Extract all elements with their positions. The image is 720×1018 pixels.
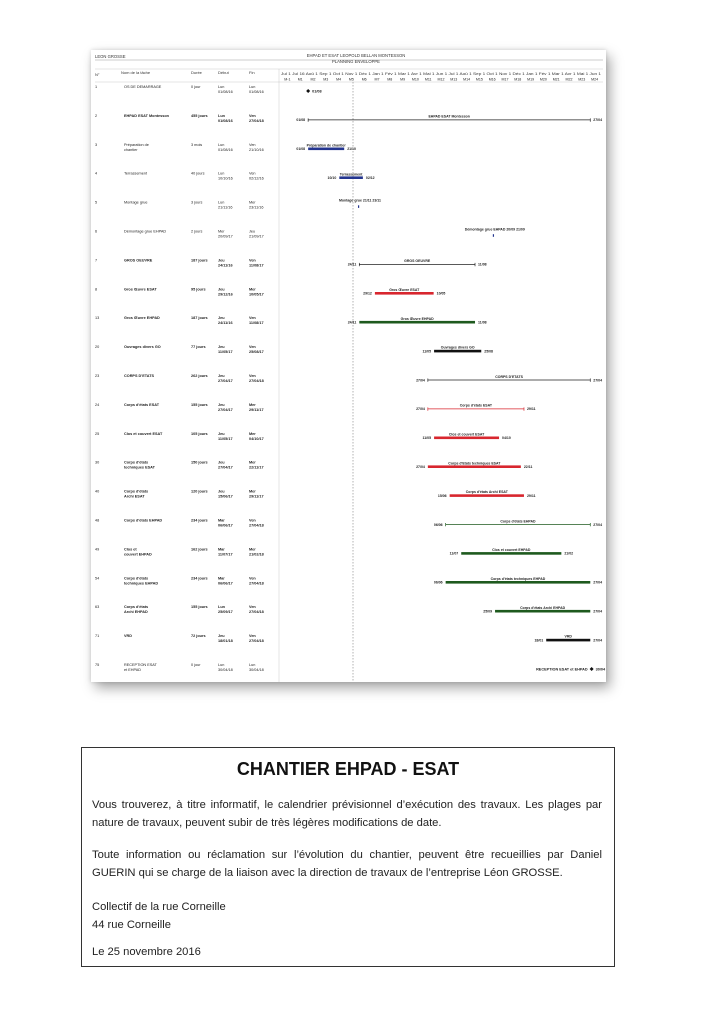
task-duration: 262 jours [191,374,208,378]
task-bar [428,465,521,468]
task-end-day: Mer [249,431,256,436]
task-start-day: Jeu [218,402,225,407]
month-label: M22 [565,77,573,82]
task-start-day: Lun [218,113,225,118]
bar-label: Gros Œuvre EHPAD [400,316,434,321]
task-start-day: Mar [218,518,225,523]
task-start-date: 10/10/16 [218,176,233,181]
task-id: 20 [95,345,100,350]
bar-end-label: 27/04 [593,522,603,527]
task-bar [358,205,359,208]
task-duration: 72 jours [191,634,206,639]
task-name: Corps d'états EHPAD [124,518,163,523]
bar-end-label: 21/02 [564,551,574,556]
task-start-day: Jeu [218,345,225,350]
month-axis [284,78,598,82]
bar-start-label: 27/04 [416,378,425,383]
task-row [95,547,573,556]
task-duration: 3 mois [191,142,203,147]
bar-label: Préparation de chantier [306,143,346,148]
milestone-date-label: 01/08 [312,89,322,94]
task-start-date: 06/06/17 [218,581,233,586]
task-row [95,461,532,470]
task-name: chantier [124,147,138,152]
notice-date: Le 25 novembre 2016 [92,946,201,958]
month-label: M7 [374,77,380,82]
task-row [95,143,356,152]
task-id: 8 [95,287,98,292]
task-start-date: 01/08/16 [218,90,233,94]
month-label: M24 [591,77,599,82]
bar-end-label: 22/11 [523,465,533,469]
notice-title: CHANTIER EHPAD - ESAT [236,759,460,779]
task-name: GROS OEUVRE [124,258,153,263]
bar-label: Corps d'états ESAT [459,403,493,408]
task-end-day: Lun [249,663,256,667]
task-row [95,403,536,412]
bar-end-label: 27/04 [593,378,603,383]
task-start-day: Lun [218,85,225,89]
task-bar [450,494,524,497]
task-end-date: 27/04/18 [249,639,264,644]
task-end-date: 27/04/18 [249,610,264,615]
bar-end-label: 27/04 [593,118,603,123]
address-line-1: Collectif de la rue Corneille [92,901,226,913]
company-name: LEON GROSSE [95,54,126,59]
task-start-date: 27/04/17 [218,407,233,412]
bar-label: Corps d'états techniques EHPAD [490,576,546,581]
task-duration: 187 jours [191,258,208,263]
task-start-date: 11/05/17 [218,350,233,355]
task-name: techniques EHPAD [124,581,159,586]
month-label: M15 [475,77,483,82]
task-start-day: Jeu [218,634,225,639]
task-row [95,663,606,672]
task-end-date: 29/11/17 [249,494,264,499]
task-end-day: Mer [249,547,256,552]
task-name: Archi EHPAD [124,610,148,615]
task-id: 7 [95,258,98,263]
task-row [95,287,445,296]
bar-end-label: 27/04 [593,580,603,585]
bar-label: Corps d'états Archi EHPAD [520,605,566,610]
col-name-header: Nom de la tâche [121,70,151,75]
task-bar [359,321,475,324]
task-row [95,114,602,123]
task-end-date: 01/08/16 [249,90,264,94]
bar-end-label: 21/10 [347,147,356,152]
task-duration: 162 jours [191,547,208,552]
bar-label: Clos et couvert EHPAD [492,548,531,552]
task-row [95,345,493,354]
month-label: M5 [348,77,354,82]
task-end-date: 27/04/18 [249,379,264,383]
bar-label: CORPS D'ETATS [495,374,523,379]
task-end-date: 11/08/17 [249,263,264,268]
month-label: M10 [411,77,419,82]
task-duration: 150 jours [191,460,208,465]
task-id: 25 [95,431,100,436]
bar-label: Corps d'états Archi ESAT [465,490,508,495]
task-name: couvert EHPAD [124,552,152,557]
task-row [95,228,525,239]
notice-paragraph-contact: Toute information ou réclamation sur l’évolution du chantier, peuvent être recueillies par Daniel GUERIN qui se charge de la liaison avec la direction de travaux de l’entreprise Léon GROSSE. [92,849,602,879]
task-start-date: 20/09/17 [218,234,233,239]
bar-label: VRD [564,634,572,639]
bar-label: Démontage grue EHPAD 20/09 21/09 [464,227,525,232]
task-start-date: 25/09/17 [218,610,233,615]
month-label: M8 [387,77,393,82]
task-start-date: 29/12/16 [218,292,233,297]
task-end-date: 22/11/17 [249,465,264,470]
bar-start-label: 29/12 [363,291,372,296]
task-bar [339,176,363,179]
bar-end-label: 27/04 [593,609,603,614]
col-start-header: Début [218,70,229,75]
bar-start-label: 15/06 [437,493,447,498]
task-end-date: 10/05/17 [249,292,264,297]
task-duration: 155 jours [191,605,208,610]
milestone-label: RECEPTION ESAT et EHPAD [536,667,588,672]
month-label: M23 [578,77,586,82]
month-label: M20 [539,77,547,82]
task-name: techniques ESAT [124,465,155,470]
task-id: 1 [95,85,98,89]
task-duration: 105 jours [191,431,208,436]
task-end-day: Ven [249,576,256,581]
task-name: Corps d'états ESAT [124,402,160,407]
month-label: M21 [552,77,560,82]
task-name: Montage grue [124,200,148,205]
task-row [95,199,381,210]
task-duration: 187 jours [191,316,208,321]
task-end-day: Ven [249,605,256,610]
task-bar [446,581,591,584]
task-duration: 455 jours [191,113,208,118]
task-start-day: Jeu [218,431,225,436]
task-id: 48 [95,518,100,523]
task-start-day: Jeu [218,258,225,263]
task-duration: 155 jours [191,402,208,407]
bar-label: GROS OEUVRE [404,259,431,264]
task-duration: 0 jour [191,663,201,667]
task-end-day: Ven [249,171,256,176]
bar-start-label: 06/06 [433,580,443,585]
task-start-date: 27/04/17 [218,465,233,470]
bar-label: Corps d'Etats techniques ESAT [448,461,501,466]
task-end-date: 21/09/17 [249,234,264,239]
task-end-day: Mer [249,489,256,494]
task-bar [434,350,481,353]
bar-end-label: 04/10 [502,436,511,441]
task-end-day: Mer [249,200,256,205]
address-line-2: 44 rue Corneille [92,919,171,931]
col-duration-header: Durée [191,70,202,75]
task-id: 49 [95,547,100,552]
task-start-date: 27/04/17 [218,379,233,383]
task-bar [434,437,499,440]
task-id: 6 [95,229,98,234]
month-label: M3 [323,77,329,82]
bar-label: EHPAD ESAT Montesson [428,114,470,119]
task-name: Préparation de [124,142,149,147]
task-end-date: 27/04/18 [249,118,264,123]
task-end-date: 30/04/18 [249,668,264,672]
task-end-date: 23/11/16 [249,205,264,210]
bar-label: Montage grue 21/11 23/11 [338,198,382,203]
bar-label: Terrassement [339,172,363,177]
task-name: Gros Œuvre EHPAD [124,316,160,321]
task-end-date: 04/10/17 [249,436,264,441]
task-name: Gros Œuvre ESAT [124,287,157,292]
bar-end-label: 10/05 [436,291,446,296]
bar-end-label: 11/08 [478,262,487,267]
month-label: M6 [361,77,367,82]
task-end-day: Ven [249,316,256,321]
task-start-day: Lun [218,142,225,147]
task-id: 23 [95,374,100,378]
bar-end-label: 29/11 [526,493,536,498]
task-start-date: 24/11/16 [218,321,233,326]
task-rows [95,85,606,672]
task-start-date: 11/07/17 [218,552,233,557]
task-name: Corps d'états [124,489,149,494]
timeline-dates: Jul 1 Jul 16 Aoû 1 Sep 1 Oct 1 Nov 1 Déc 1 Jan 1 Fév 1 Mar 1 Avr 1 Mai 1 Jun 1 Jul 1 Aoû 1 Sep 1 Oct 1 Nov 1 Déc 1 Jan 1 Fév 1 Mar 1 Avr 1 Mai 1 Jun 1 [281,72,602,76]
task-start-date: 15/06/17 [218,494,233,499]
task-end-date: 27/04/18 [249,581,264,586]
task-start-day: Jeu [218,287,225,292]
task-start-day: Mar [218,576,225,581]
bar-start-label: 11/05 [422,436,432,441]
task-row [95,172,375,181]
task-start-day: Jeu [218,489,225,494]
task-end-day: Jeu [249,229,256,234]
task-name: Corps d'états [124,576,149,581]
task-name: VRD [124,634,133,639]
task-duration: 120 jours [191,489,208,494]
task-end-date: 29/11/17 [249,407,264,412]
bar-start-label: 24/11 [347,320,357,325]
task-name: RECEPTION ESAT [124,663,157,667]
month-label: M9 [400,77,406,82]
task-start-date: 21/11/16 [218,205,233,210]
task-row [95,316,487,325]
month-label: M18 [514,77,522,82]
task-id: 40 [95,489,100,494]
task-end-date: 21/10/16 [249,147,264,152]
task-row [95,576,602,585]
project-subtitle: PLANNING ENVELOPPE [332,59,380,64]
bar-end-label: 27/04 [593,638,603,643]
task-name: Clos et [124,547,137,552]
task-name: OS DE DEMARRAGE [124,85,162,89]
task-start-day: Mar [218,547,225,552]
bar-label: Gros Œuvre ESAT [389,287,420,292]
task-bar [493,234,494,237]
task-id: 13 [95,316,100,321]
month-label: M12 [437,77,445,82]
bar-start-label: 06/06 [433,522,443,527]
task-name: Terrassement [124,171,147,176]
bar-end-label: 11/08 [478,320,487,325]
task-start-day: Jeu [218,316,225,321]
task-end-day: Ven [249,634,256,639]
task-row [95,519,602,528]
task-start-day: Jeu [218,374,225,378]
bar-start-label: 01/08 [296,118,306,123]
task-name: Archi ESAT [124,494,145,499]
col-id-header: N° [95,72,100,77]
task-start-date: 01/08/16 [218,147,233,152]
task-id: 63 [95,605,100,610]
bar-start-label: 10/10 [327,176,337,180]
task-id: 30 [95,460,100,465]
task-end-day: Mer [249,402,256,407]
task-start-date: 30/04/18 [218,668,233,672]
task-end-date: 27/04/18 [249,523,264,528]
bar-end-label: 02/12 [365,176,375,180]
bar-end-label: 29/11 [526,407,536,412]
task-start-day: Lun [218,605,225,610]
task-start-day: Lun [218,663,225,667]
task-row [95,258,487,267]
task-start-date: 24/11/16 [218,263,233,268]
task-start-date: 06/06/17 [218,523,233,528]
task-bar [308,148,344,151]
notice-box [81,747,615,967]
task-id: 3 [95,142,98,147]
task-name: CORPS D'ETATS [124,374,155,378]
task-row [95,85,322,94]
bar-start-label: 11/07 [449,551,459,556]
month-label: M13 [450,77,458,82]
bar-label: Clos et couvert ESAT [448,432,485,437]
task-duration: 40 jours [191,171,205,176]
task-end-date: 02/12/16 [249,176,264,181]
bar-start-label: 25/09 [483,609,493,614]
month-label: M16 [488,77,496,82]
task-row [95,432,511,441]
task-name: Ouvrages divers GO [124,345,161,350]
notice-paragraph-schedule: Vous trouverez, à titre informatif, le calendrier prévisionnel d’exécution des travaux. Les plages par nature de travaux, peuvent subir de très légères modifications de date. [92,799,602,829]
task-end-day: Ven [249,113,256,118]
month-label: M14 [463,77,471,82]
task-end-day: Ven [249,374,256,378]
task-end-date: 25/08/17 [249,350,264,355]
gantt-chart [91,50,606,682]
bar-start-label: 27/04 [416,465,425,469]
month-label: M1 [297,77,303,82]
task-duration: 77 jours [191,345,206,350]
bar-start-label: 18/01 [534,638,544,643]
task-end-day: Mer [249,460,256,465]
month-label: M-1 [284,77,291,82]
task-id: 71 [95,634,100,639]
task-row [95,490,536,499]
task-name: Corps d'états [124,605,149,610]
bar-start-label: 01/08 [296,147,306,152]
task-start-date: 11/05/17 [218,436,233,441]
task-duration: 95 jours [191,287,206,292]
task-start-day: Lun [218,200,225,205]
bar-label: Ouvrages divers GO [440,345,475,350]
milestone-marker [590,667,594,671]
task-id: 54 [95,576,100,581]
bar-label: Corps d'états EHPAD [500,519,536,524]
task-row [95,605,602,614]
project-title: EHPAD ET ESAT LEOPOLD BELLAN MONTESSON [306,53,406,58]
task-id: 5 [95,200,98,205]
month-label: M11 [424,77,432,82]
task-id: 75 [95,663,100,667]
task-start-day: Jeu [218,460,225,465]
task-duration: 234 jours [191,518,208,523]
month-label: M19 [527,77,535,82]
task-start-day: Lun [218,171,225,176]
task-name: et EHPAD [124,668,142,672]
task-start-date: 18/01/18 [218,639,233,644]
task-row [95,634,602,643]
gantt-chart-page [91,50,606,682]
milestone-date-label: 30/04 [595,667,606,672]
bar-start-label: 27/04 [416,407,425,412]
task-end-day: Ven [249,142,256,147]
month-label: M17 [501,77,509,82]
task-duration: 0 jour [191,85,201,89]
bar-start-label: 11/05 [422,349,432,354]
task-end-day: Ven [249,258,256,263]
task-end-date: 11/08/17 [249,321,264,326]
task-bar [546,639,590,642]
month-label: M2 [310,77,316,82]
notice-address [92,898,602,934]
bar-start-label: 24/11 [347,262,357,267]
task-end-day: Ven [249,345,256,350]
task-end-date: 21/02/18 [249,552,264,557]
task-end-day: Mer [249,287,256,292]
task-bar [375,292,434,295]
task-name: Démontage grue EHPAD [124,229,167,234]
task-end-day: Ven [249,518,256,523]
task-duration: 2 jours [191,229,203,234]
task-row [95,374,602,383]
task-duration: 234 jours [191,576,208,581]
bar-end-label: 25/08 [484,349,494,354]
task-duration: 3 jours [191,200,203,205]
task-end-day: Lun [249,85,256,89]
col-end-header: Fin [249,70,255,75]
task-bar [461,552,561,555]
task-name: Clos et couvert ESAT [124,431,163,436]
task-id: 2 [95,113,98,118]
task-id: 24 [95,402,100,407]
task-name: Corps d'états [124,460,149,465]
task-start-date: 01/08/16 [218,118,233,123]
task-name: EHPAD ESAT Montesson [124,113,170,118]
task-start-day: Mer [218,229,225,234]
task-bar [495,610,590,613]
month-label: M4 [336,77,342,82]
task-id: 4 [95,171,98,176]
milestone-marker [306,89,310,93]
